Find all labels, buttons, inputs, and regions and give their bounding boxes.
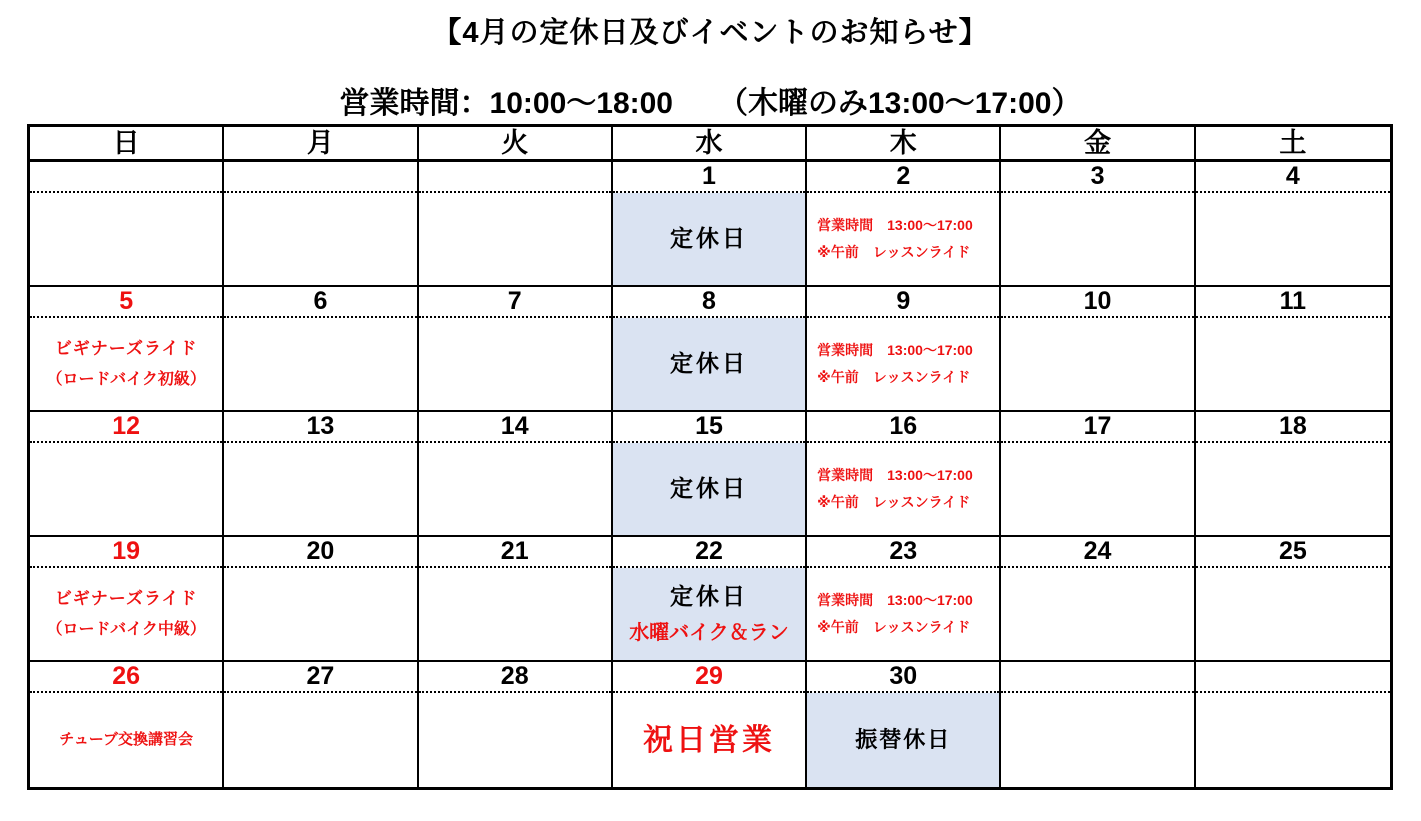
date-label: 25 xyxy=(1196,537,1390,568)
event-area xyxy=(30,193,222,285)
event-text: （ロードバイク初級） xyxy=(46,370,206,388)
date-label: 21 xyxy=(419,537,611,568)
event-text: 営業時間 13:00～17:00 xyxy=(817,466,973,483)
day-cell-8 xyxy=(613,287,807,410)
date-label: 4 xyxy=(1196,162,1390,193)
day-cell-1 xyxy=(613,162,807,285)
event-text: （ロードバイク中級） xyxy=(46,620,206,638)
week-row-5 xyxy=(30,662,1390,787)
day-cell-17 xyxy=(1001,412,1195,535)
day-cell-19 xyxy=(30,537,224,660)
day-cell-14 xyxy=(419,412,613,535)
day-cell-16 xyxy=(807,412,1001,535)
week-row-1 xyxy=(30,162,1390,287)
event-text: ビギナーズライド xyxy=(54,338,198,358)
date-label: 29 xyxy=(613,662,805,693)
day-cell-22 xyxy=(613,537,807,660)
date-label xyxy=(224,162,416,193)
date-label: 12 xyxy=(30,412,222,443)
day-cell-21 xyxy=(419,537,613,660)
event-area xyxy=(1196,443,1390,535)
date-label: 23 xyxy=(807,537,999,568)
event-area xyxy=(1001,693,1193,787)
date-label: 9 xyxy=(807,287,999,318)
date-label: 6 xyxy=(224,287,416,318)
day-cell-empty xyxy=(1196,662,1390,787)
weekday-header-3: 水 xyxy=(613,127,807,159)
page-title: 【4月の定休日及びイベントのお知らせ】 xyxy=(432,17,989,49)
business-hours-subtitle: 営業時間：10:00～18:00 （木曜のみ13:00～17:00） xyxy=(339,87,1082,120)
event-area xyxy=(613,443,805,535)
event-area xyxy=(807,568,999,660)
date-label: 28 xyxy=(419,662,611,693)
date-label: 2 xyxy=(807,162,999,193)
date-label: 13 xyxy=(224,412,416,443)
event-area xyxy=(224,568,416,660)
april-calendar-table xyxy=(27,124,1393,790)
event-text: ビギナーズライド xyxy=(54,588,198,608)
date-label: 30 xyxy=(807,662,999,693)
event-area xyxy=(1196,318,1390,410)
date-label xyxy=(419,162,611,193)
day-cell-10 xyxy=(1001,287,1195,410)
day-cell-23 xyxy=(807,537,1001,660)
event-text: ※午前 レッスンライド xyxy=(817,244,971,260)
event-area xyxy=(224,318,416,410)
date-label: 22 xyxy=(613,537,805,568)
event-text: 営業時間 13:00～17:00 xyxy=(817,216,973,233)
date-label: 19 xyxy=(30,537,222,568)
event-text: 定休日 xyxy=(669,225,748,252)
day-cell-11 xyxy=(1196,287,1390,410)
date-label xyxy=(30,162,222,193)
day-cell-13 xyxy=(224,412,418,535)
event-area xyxy=(1196,193,1390,285)
day-cell-29 xyxy=(613,662,807,787)
event-area xyxy=(1196,693,1390,787)
event-area xyxy=(419,193,611,285)
event-text: ※午前 レッスンライド xyxy=(817,494,971,510)
date-label: 16 xyxy=(807,412,999,443)
date-label xyxy=(1196,662,1390,693)
weekday-header-2: 火 xyxy=(419,127,613,159)
event-area xyxy=(419,443,611,535)
week-row-2 xyxy=(30,287,1390,412)
date-label: 3 xyxy=(1001,162,1193,193)
date-label: 26 xyxy=(30,662,222,693)
event-area xyxy=(807,193,999,285)
event-text: 定休日 xyxy=(669,583,748,610)
event-area xyxy=(224,443,416,535)
event-text: 祝日営業 xyxy=(642,723,775,757)
day-cell-7 xyxy=(419,287,613,410)
event-area xyxy=(419,318,611,410)
day-cell-4 xyxy=(1196,162,1390,285)
day-cell-2 xyxy=(807,162,1001,285)
day-cell-25 xyxy=(1196,537,1390,660)
date-label: 5 xyxy=(30,287,222,318)
date-label: 24 xyxy=(1001,537,1193,568)
date-label: 27 xyxy=(224,662,416,693)
event-area xyxy=(613,193,805,285)
calendar-weeks xyxy=(30,162,1390,787)
event-text: 定休日 xyxy=(669,350,748,377)
event-area xyxy=(1196,568,1390,660)
weekday-header-5: 金 xyxy=(1001,127,1195,159)
event-text: 営業時間 13:00～17:00 xyxy=(817,341,973,358)
date-label: 1 xyxy=(613,162,805,193)
event-area xyxy=(613,318,805,410)
event-area xyxy=(1001,568,1193,660)
event-text: 振替休日 xyxy=(855,726,952,752)
event-text: チューブ交換講習会 xyxy=(59,730,194,748)
event-text: ※午前 レッスンライド xyxy=(817,619,971,635)
day-cell-12 xyxy=(30,412,224,535)
day-cell-5 xyxy=(30,287,224,410)
weekday-header-4: 木 xyxy=(807,127,1001,159)
date-label: 7 xyxy=(419,287,611,318)
event-area xyxy=(807,318,999,410)
day-cell-28 xyxy=(419,662,613,787)
day-cell-empty xyxy=(224,162,418,285)
date-label: 10 xyxy=(1001,287,1193,318)
event-text: 定休日 xyxy=(669,475,748,502)
event-area xyxy=(807,693,999,787)
day-cell-3 xyxy=(1001,162,1195,285)
week-row-4 xyxy=(30,537,1390,662)
day-cell-9 xyxy=(807,287,1001,410)
day-cell-20 xyxy=(224,537,418,660)
event-area xyxy=(30,568,222,660)
event-area xyxy=(1001,318,1193,410)
weekday-header-1: 月 xyxy=(224,127,418,159)
event-area xyxy=(807,443,999,535)
week-row-3 xyxy=(30,412,1390,537)
day-cell-27 xyxy=(224,662,418,787)
event-area xyxy=(613,693,805,787)
event-area xyxy=(224,693,416,787)
event-area xyxy=(419,693,611,787)
event-text: 水曜バイク＆ラン xyxy=(629,621,789,644)
event-area xyxy=(30,443,222,535)
day-cell-26 xyxy=(30,662,224,787)
event-area xyxy=(1001,443,1193,535)
event-text: 営業時間 13:00～17:00 xyxy=(817,591,973,608)
day-cell-18 xyxy=(1196,412,1390,535)
day-cell-empty xyxy=(1001,662,1195,787)
event-area xyxy=(224,193,416,285)
date-label: 15 xyxy=(613,412,805,443)
date-label: 14 xyxy=(419,412,611,443)
event-area xyxy=(1001,193,1193,285)
weekday-header-6: 土 xyxy=(1279,127,1307,158)
event-area xyxy=(30,318,222,410)
date-label: 18 xyxy=(1196,412,1390,443)
weekday-header-row xyxy=(30,127,1390,162)
day-cell-24 xyxy=(1001,537,1195,660)
event-text: ※午前 レッスンライド xyxy=(817,369,971,385)
day-cell-6 xyxy=(224,287,418,410)
day-cell-empty xyxy=(30,162,224,285)
weekday-header-0: 日 xyxy=(30,127,224,159)
event-area xyxy=(613,568,805,660)
date-label xyxy=(1001,662,1193,693)
date-label: 8 xyxy=(613,287,805,318)
event-area xyxy=(30,693,222,787)
date-label: 20 xyxy=(224,537,416,568)
day-cell-30 xyxy=(807,662,1001,787)
event-area xyxy=(419,568,611,660)
day-cell-empty xyxy=(419,162,613,285)
date-label: 17 xyxy=(1001,412,1193,443)
date-label: 11 xyxy=(1196,287,1390,318)
day-cell-15 xyxy=(613,412,807,535)
